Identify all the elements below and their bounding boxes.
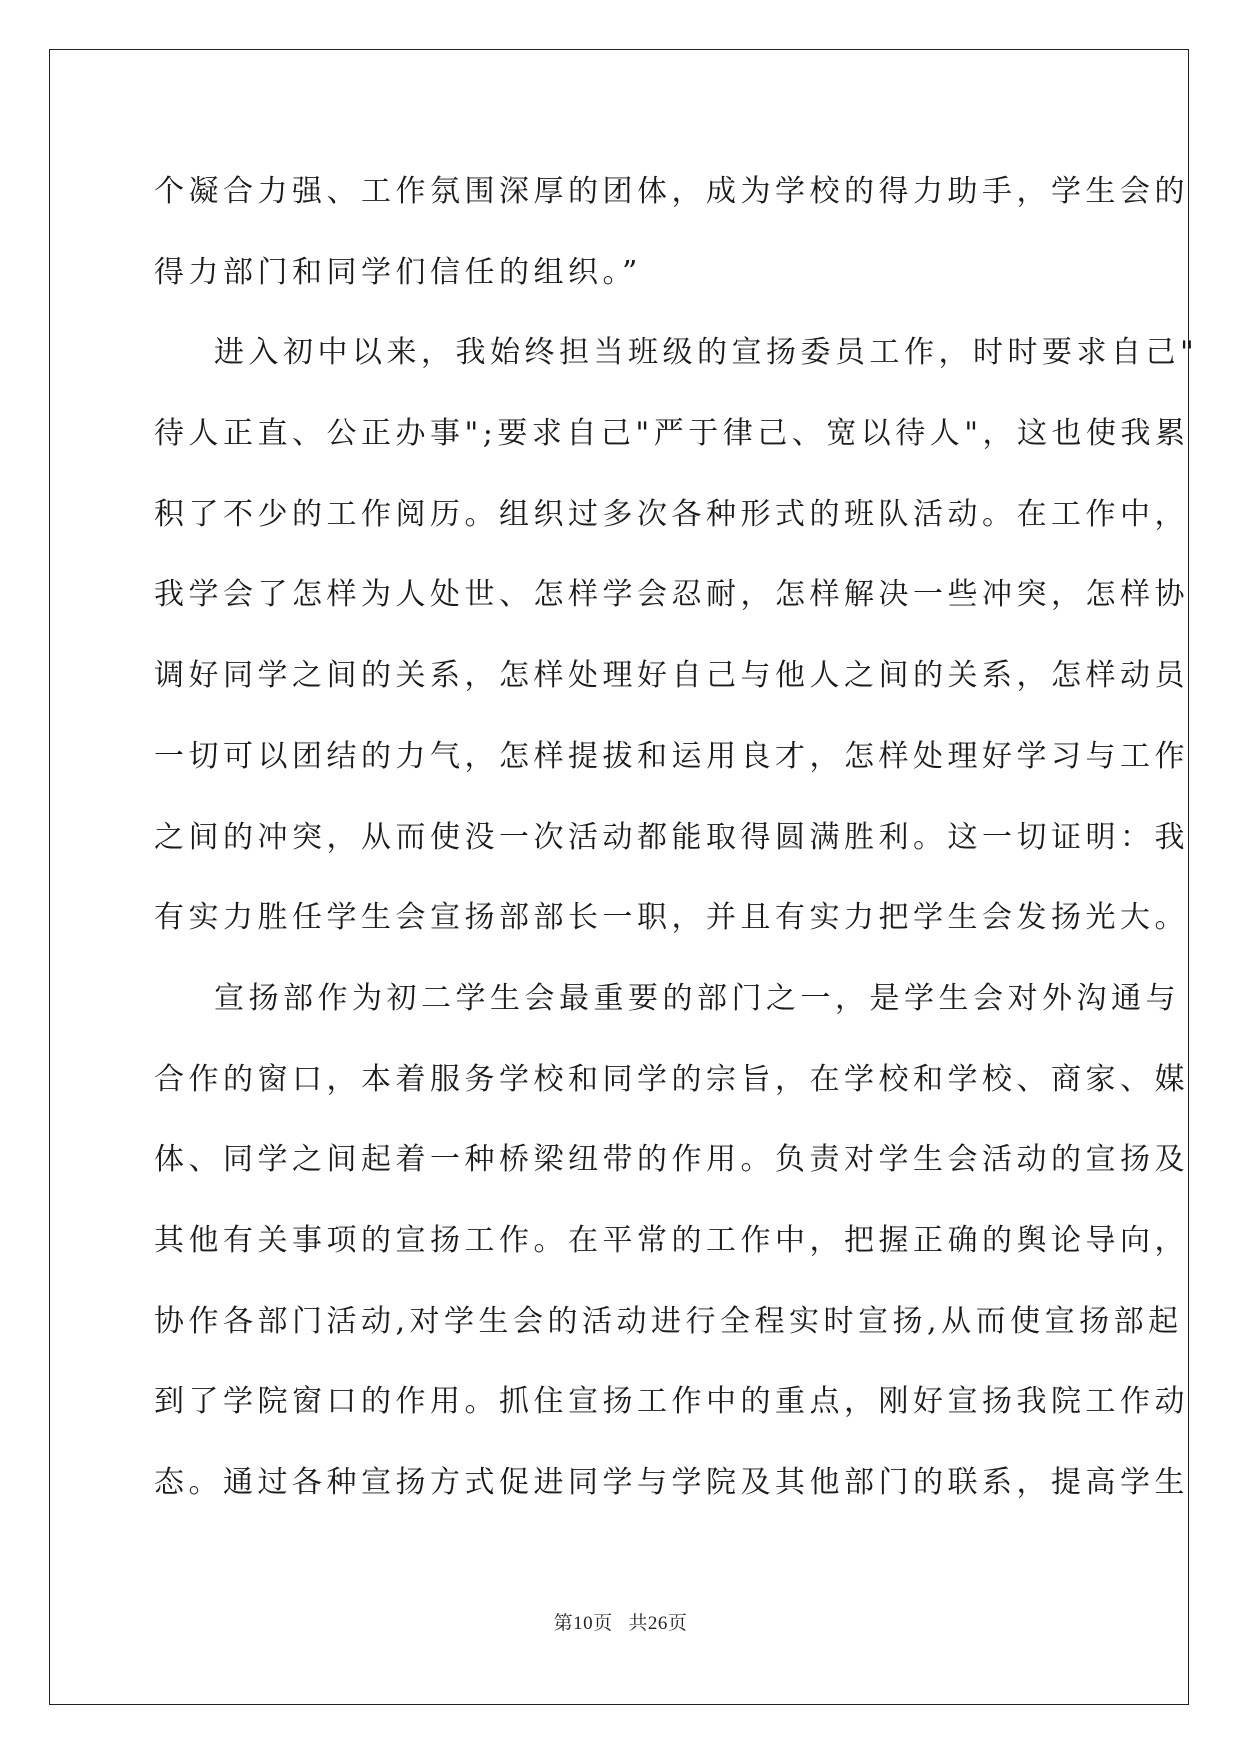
text-line: 有实力胜任学生会宣扬部部长一职，并且有实力把学生会发扬光大。 (154, 900, 1189, 936)
text-line: 到了学院窗口的作用。抓住宣扬工作中的重点，刚好宣扬我院工作动 (154, 1384, 1189, 1420)
document-body (154, 160, 1199, 1532)
text-line: 得力部门和同学们信任的组织。” (154, 254, 642, 290)
text-line: 我学会了怎样为人处世、怎样学会忍耐，怎样解决一些冲突，怎样协 (154, 577, 1189, 613)
text-line: 之间的冲突，从而使没一次活动都能取得圆满胜利。这一切证明：我 (154, 819, 1189, 855)
text-line: 待人正直、公正办事";要求自己"严于律己、宽以待人"，这也使我累 (154, 416, 1190, 452)
text-line: 协作各部门活动,对学生会的活动进行全程实时宣扬,从而使宣扬部起 (154, 1303, 1183, 1339)
text-line: 合作的窗口，本着服务学校和同学的宗旨，在学校和学校、商家、媒 (154, 1061, 1189, 1097)
page-total: 共26页 (628, 1613, 688, 1634)
page-footer (0, 1611, 1241, 1637)
text-line: 个凝合力强、工作氛围深厚的团体，成为学校的得力助手，学生会的 (154, 174, 1189, 209)
paragraph-start-line: 进入初中以来，我始终担当班级的宣扬委员工作，时时要求自己" (214, 335, 1199, 371)
paragraph-start-line: 宣扬部作为初二学生会最重要的部门之一，是学生会对外沟通与 (214, 980, 1180, 1016)
text-line: 其他有关事项的宣扬工作。在平常的工作中，把握正确的舆论导向， (154, 1222, 1189, 1258)
text-line: 调好同学之间的关系，怎样处理好自己与他人之间的关系，怎样动员 (154, 658, 1189, 694)
text-line: 一切可以团结的力气，怎样提拔和运用良才，怎样处理好学习与工作 (154, 738, 1189, 774)
page-number: 第10页 (553, 1613, 613, 1634)
text-line: 态。通过各种宣扬方式促进同学与学院及其他部门的联系，提高学生 (154, 1465, 1189, 1500)
text-line: 体、同学之间起着一种桥梁纽带的作用。负责对学生会活动的宣扬及 (154, 1142, 1189, 1178)
text-line: 积了不少的工作阅历。组织过多次各种形式的班队活动。在工作中， (154, 496, 1189, 532)
